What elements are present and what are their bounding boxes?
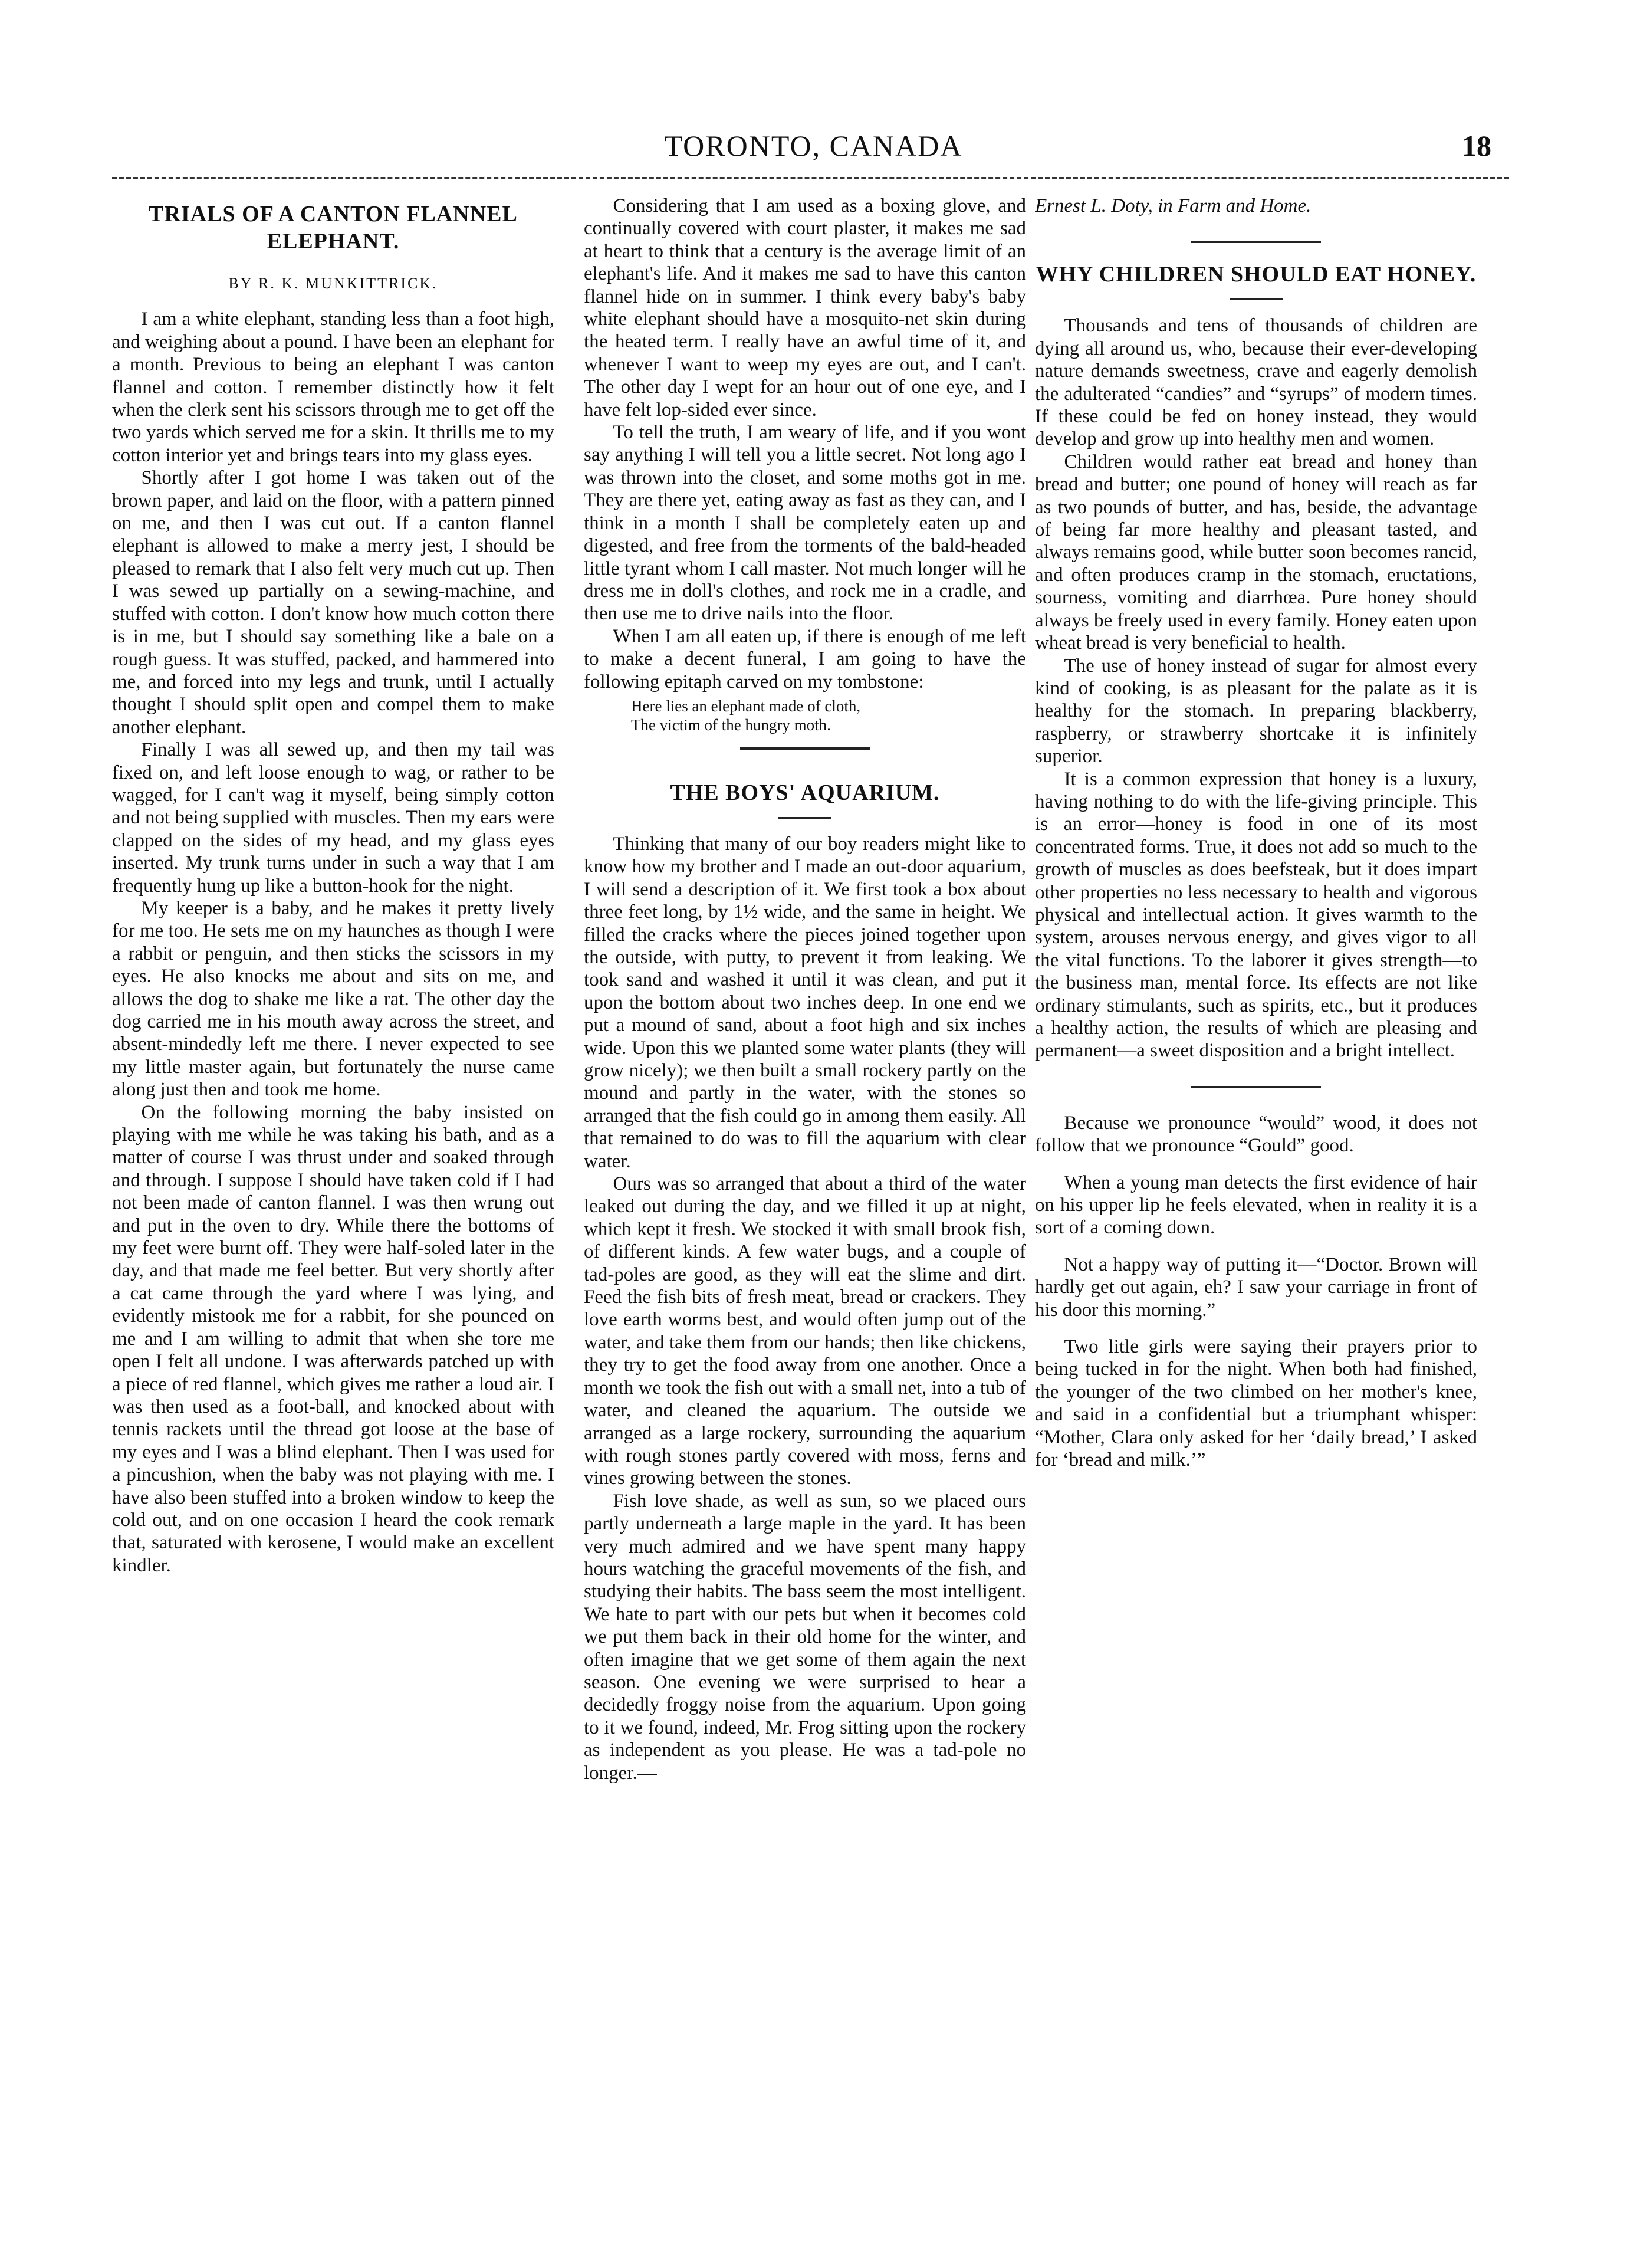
article1-paragraph: Shortly after I got home I was taken out of the brown paper, and laid on the floor, with a pattern pinned on me, and then I was cut out. If a canton flannel elephant is allowed to make a merry jest, I should be pleased to remark that I also felt very much cut up. Then I was sewed up partially on a sewing-machine, and stuffed with cotton. I don't know how much cotton there is in me, but I should say something like a bale on a rough guess. It was stuffed, packed, and hammered into me, and forced into my legs and trunk, until I actually thought I should split open and compel them to make another elephant.: [112, 467, 554, 738]
article1-paragraph: My keeper is a baby, and he makes it pretty lively for me too. He sets me on my haunches as though I were a rabbit or penguin, and then sticks the scissors in my eyes. He also knocks me about and sits on me, and allows the dog to shake me like a rat. The other day the dog carried me in his mouth away across the street, and absent-mindedly left me there. I never expected to see my little master again, but fortunately the nurse came along just then and took me home.: [112, 897, 554, 1101]
article-title-children-honey: WHY CHILDREN SHOULD EAT HONEY.: [1036, 262, 1477, 287]
article1-paragraph: On the following morning the baby insisted on playing with me while he was taking his bath, and as a matter of course I was thrust under and soaked through and through. I suppose I should have taken cold if I had not been made of canton flannel. I was then wrung out and put in the oven to dry. While there the bottoms of my feet were burnt off. They were half-soled later in the day, and that made me feel better. But very shortly after a cat came through the yard where I was lying, and evidently mistook me for a rabbit, for she pounced on me and I am willing to admit that when she tore me open I felt all undone. I was afterwards patched up with a piece of red flannel, which gives me rather a loud air. I was then used as a foot-ball, and knocked about with tennis rackets until the thread got loose at the base of my eyes and I was a blind elephant. Then I was used for a pincushion, when the baby was not playing with me. I have also been stuffed into a broken window to keep the cold out, and on one occasion I heard the cook remark that, saturated with kerosene, I would make an excellent kindler.: [112, 1101, 554, 1576]
article3-paragraph: It is a common expression that honey is a luxury, having nothing to do with the life-giving principle. This is an error—honey is food in one of its most concentrated forms. True, it does not add so much to the growth of muscles as does beefsteak, but it does impart other properties no less necessary to health and vigorous physical and intellectual action. It gives warmth to the system, arouses nervous energy, and gives vigor to all the vital functions. To the laborer it gives strength—to the business man, mental force. Its effects are not like ordinary stimulants, such as spirits, etc., but it produces a healthy action, the results of which are pleasing and permanent—a sweet disposition and a bright intellect.: [1035, 768, 1477, 1062]
title-underline: [1230, 298, 1283, 300]
article2-paragraph: Ours was so arranged that about a third of the water leaked out during the day, and we filled it up at night, which kept it fresh. We stocked it with small brook fish, of different kinds. A few water bugs, and a couple of tad-poles are good, as they will eat the slime and dirt. Feed the fish bits of fresh meat, bread or crackers. They love earth worms best, and would often jump out of the water, and take them from our hands; then like chickens, they try to get the food away from one another. Once a month we took the fish out with a small net, into a tub of water, and cleaned the aquarium. The outside we arranged as a large rockery, surrounding the aquarium with rough stones partly covered with moss, ferns and vines growing between the stones.: [584, 1173, 1026, 1489]
article-byline: BY R. K. MUNKITTRICK.: [228, 275, 438, 292]
article1-paragraph: Finally I was all sewed up, and then my tail was fixed on, and left loose enough to wag, or rather to be wagged, for I can't wag it myself, being simply cotton and not being supplied with muscles. Then my ears were clapped on the sides of my head, and my glass eyes inserted. My trunk turns under in such a way that I am frequently hung up like a button-hook for the night.: [112, 739, 554, 897]
article3-paragraph: Children would rather eat bread and honey than bread and butter; one pound of honey will reach as far as two pounds of butter, and has, beside, the advantage of being far more healthy and pleasant tasted, and always remains good, while butter soon becomes rancid, and often produces cramp in the stomach, eructations, sourness, vomiting and diarrhœa. Pure honey should always be freely used in every family. Honey eaten upon wheat bread is very beneficial to health.: [1035, 451, 1477, 654]
miscellany-item: Because we pronounce “would” wood, it does not follow that we pronounce “Gould” good.: [1035, 1112, 1477, 1157]
column-2: [584, 195, 1026, 2159]
article1-paragraph: I am a white elephant, standing less than a foot high, and weighing about a pound. I have been an elephant for a month. Previous to being an elephant I was canton flannel and cotton. I remember distinctly how it felt when the clerk sent his scissors through me to get off the two yards which served me for a skin. It thrills me to my cotton interior yet and brings tears into my glass eyes.: [112, 308, 554, 466]
epitaph: [631, 697, 1026, 734]
article1-paragraph: To tell the truth, I am weary of life, and if you wont say anything I will tell you a little secret. Not long ago I was thrown into the closet, and some moths got in me. They are there yet, eating away as fast as they can, and I think in a month I shall be completely eaten up and digested, and free from the torments of the bald-headed little tyrant whom I call master. Not much longer will he dress me in doll's clothes, and rock me in a cradle, and then use me to drive nails into the floor.: [584, 422, 1026, 625]
page-number: 18: [1462, 129, 1491, 162]
article-title-boys-aquarium: THE BOYS' AQUARIUM.: [670, 780, 940, 805]
article3-paragraph: Thousands and tens of thousands of children are dying all around us, who, because their ever-developing nature demands sweetness, crave and eagerly demolish the adulterated “candies” and “syrups” of modern times. If these could be fed on honey instead, they would develop and grow up into healthy men and women.: [1035, 315, 1477, 450]
article2-paragraph: Thinking that many of our boy readers might like to know how my brother and I made an out-door aquarium, I will send a description of it. We first took a box about three feet long, by 1½ wide, and the same in height. We filled the cracks where the pieces joined together upon the outside, with putty, to prevent it from leaking. We took sand and washed it until it was clean, and put it upon the bottom about two inches deep. In one end we put a mound of sand, about a foot high and six inches wide. Upon this we planted some water plants (they will grow nicely); we then built a small rockery partly on the mound and partly in the water, with the stones so arranged that the fish could go in among them easily. All that remained to do was to fill the aquarium with clear water.: [584, 833, 1026, 1172]
article1-paragraph: When I am all eaten up, if there is enough of me left to make a decent funeral, I am going to have the following epitaph carved on my tombstone:: [584, 625, 1026, 692]
signature-text: Ernest L. Doty, in Farm and Home.: [1035, 195, 1312, 216]
article3-paragraph: The use of honey instead of sugar for almost every kind of cooking, is as pleasant for the palate as it is healthy for the stomach. In preparing blackberry, raspberry, or strawberry shortcake it is infinitely superior.: [1035, 655, 1477, 767]
running-title: TORONTO, CANADA: [664, 129, 963, 162]
article2-signature: [1035, 195, 1477, 217]
column-3: [1035, 195, 1477, 1846]
miscellany-item: Not a happy way of putting it—“Doctor. Brown will hardly get out again, eh? I saw your carriage in front of his door this morning.”: [1035, 1253, 1477, 1321]
epitaph-line: The victim of the hungry moth.: [631, 715, 831, 734]
column-1: [112, 195, 554, 2159]
section-divider: [1191, 1086, 1321, 1088]
section-divider: [1191, 241, 1321, 243]
header-rule: [112, 177, 1509, 179]
section-divider: [740, 747, 870, 750]
miscellany-item: When a young man detects the first evidence of hair on his upper lip he feels elevated, when in reality it is a sort of a coming down.: [1035, 1171, 1477, 1239]
epitaph-line: Here lies an elephant made of cloth,: [631, 697, 861, 715]
article1-paragraph: Considering that I am used as a boxing glove, and continually covered with court plaster, it makes me sad at heart to think that a century is the average limit of an elephant's life. And it makes me sad to have this canton flannel hide on in summer. I think every baby's baby white elephant should have a mosquito-net skin during the heated term. I really have an awful time of it, and whenever I want to weep my eyes are out, and I can't. The other day I wept for an hour out of one eye, and I have felt lop-sided ever since.: [584, 195, 1026, 421]
page-header: [112, 118, 1515, 171]
article-title-canton-flannel-elephant: TRIALS OF A CANTON FLANNEL ELEPHANT.: [149, 202, 518, 254]
miscellany-item: Two litle girls were saying their prayers prior to being tucked in for the night. When both had finished, the younger of the two climbed on her mother's knee, and said in a confidential but a triumphant whisper: “Mother, Clara only asked for her ‘daily bread,’ I asked for ‘bread and milk.’”: [1035, 1336, 1477, 1471]
title-underline: [778, 817, 831, 819]
article2-paragraph: Fish love shade, as well as sun, so we placed ours partly underneath a large maple in the yard. It has been very much admired and we have spent many happy hours watching the graceful movements of the fish, and studying their habits. The bass seem the most intelligent. We hate to part with our pets but when it becomes cold we put them back in their old home for the winter, and often imagine that we get some of them again the next season. One evening we were surprised to hear a decidedly froggy noise from the aquarium. Upon going to it we found, indeed, Mr. Frog sitting upon the rockery as independent as you please. He was a tad-pole no longer.—: [584, 1490, 1026, 1784]
